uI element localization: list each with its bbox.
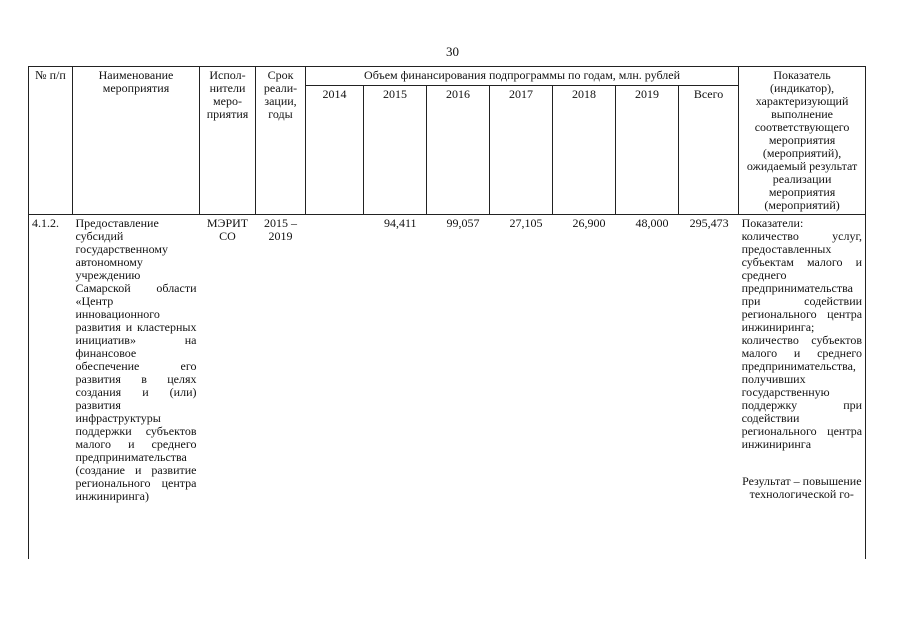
row-num: 4.1.2.: [29, 215, 73, 560]
year-2016-header: 2016: [427, 86, 490, 215]
year-2019-header: 2019: [616, 86, 679, 215]
year-2017-header: 2017: [490, 86, 553, 215]
row-term: 2015 – 2019: [264, 216, 297, 243]
value-2015: 94,411: [383, 216, 417, 230]
value-2017: 27,105: [509, 216, 543, 230]
row-result: Результат – повышение технологической го-: [742, 474, 862, 501]
year-2018-header: 2018: [553, 86, 616, 215]
page-number: 30: [446, 44, 459, 59]
col-executors-header: Испол-нители меро-приятия: [200, 67, 256, 215]
table-row: [29, 215, 866, 560]
value-2019: 48,000: [635, 216, 669, 230]
row-executor: МЭРИТ СО: [206, 216, 249, 243]
row-name: Предоставление субсидий государственному автономному учреждению Самарской области «Центр инновационного развития и кластерных инициатив» на финансовое обеспечение его развития в целях создания и (или) развития инфраструктуры поддержки субъектов малого и среднего предпринимательства (создание и развитие регионального центра инжиниринга): [75, 216, 197, 503]
value-2016: 99,057: [446, 216, 480, 230]
row-indicator: Показатели: количество услуг, предоставленных субъектам малого и среднего предпринимательства при содействии регионального центра инжиниринга; количество субъектов малого и среднего предпринимательства, получивших государственную поддержку при содействии регионального центра инжиниринга: [741, 216, 863, 451]
value-2018: 26,900: [572, 216, 606, 230]
col-name-header: Наименование мероприятия: [73, 67, 200, 215]
header-row-1: [29, 67, 866, 86]
col-term-header: Срок реали-зации, годы: [256, 67, 306, 215]
value-total: 295,473: [689, 216, 729, 230]
row-indicator-cell: [739, 215, 866, 560]
year-2015-header: 2015: [364, 86, 427, 215]
year-2014-header: 2014: [306, 86, 364, 215]
program-table: [28, 66, 866, 559]
value-2014: [306, 215, 364, 560]
col-num-header: № п/п: [29, 67, 73, 215]
col-indicator-header: Показатель (индикатор), характеризующий выполнение соответствующего мероприятия (мероприятий), ожидаемый результат реализации мероприятия (мероприятий): [739, 67, 866, 215]
col-funding-header: Объем финансирования подпрограммы по годам, млн. рублей: [306, 67, 739, 86]
total-header: Всего: [679, 86, 739, 215]
